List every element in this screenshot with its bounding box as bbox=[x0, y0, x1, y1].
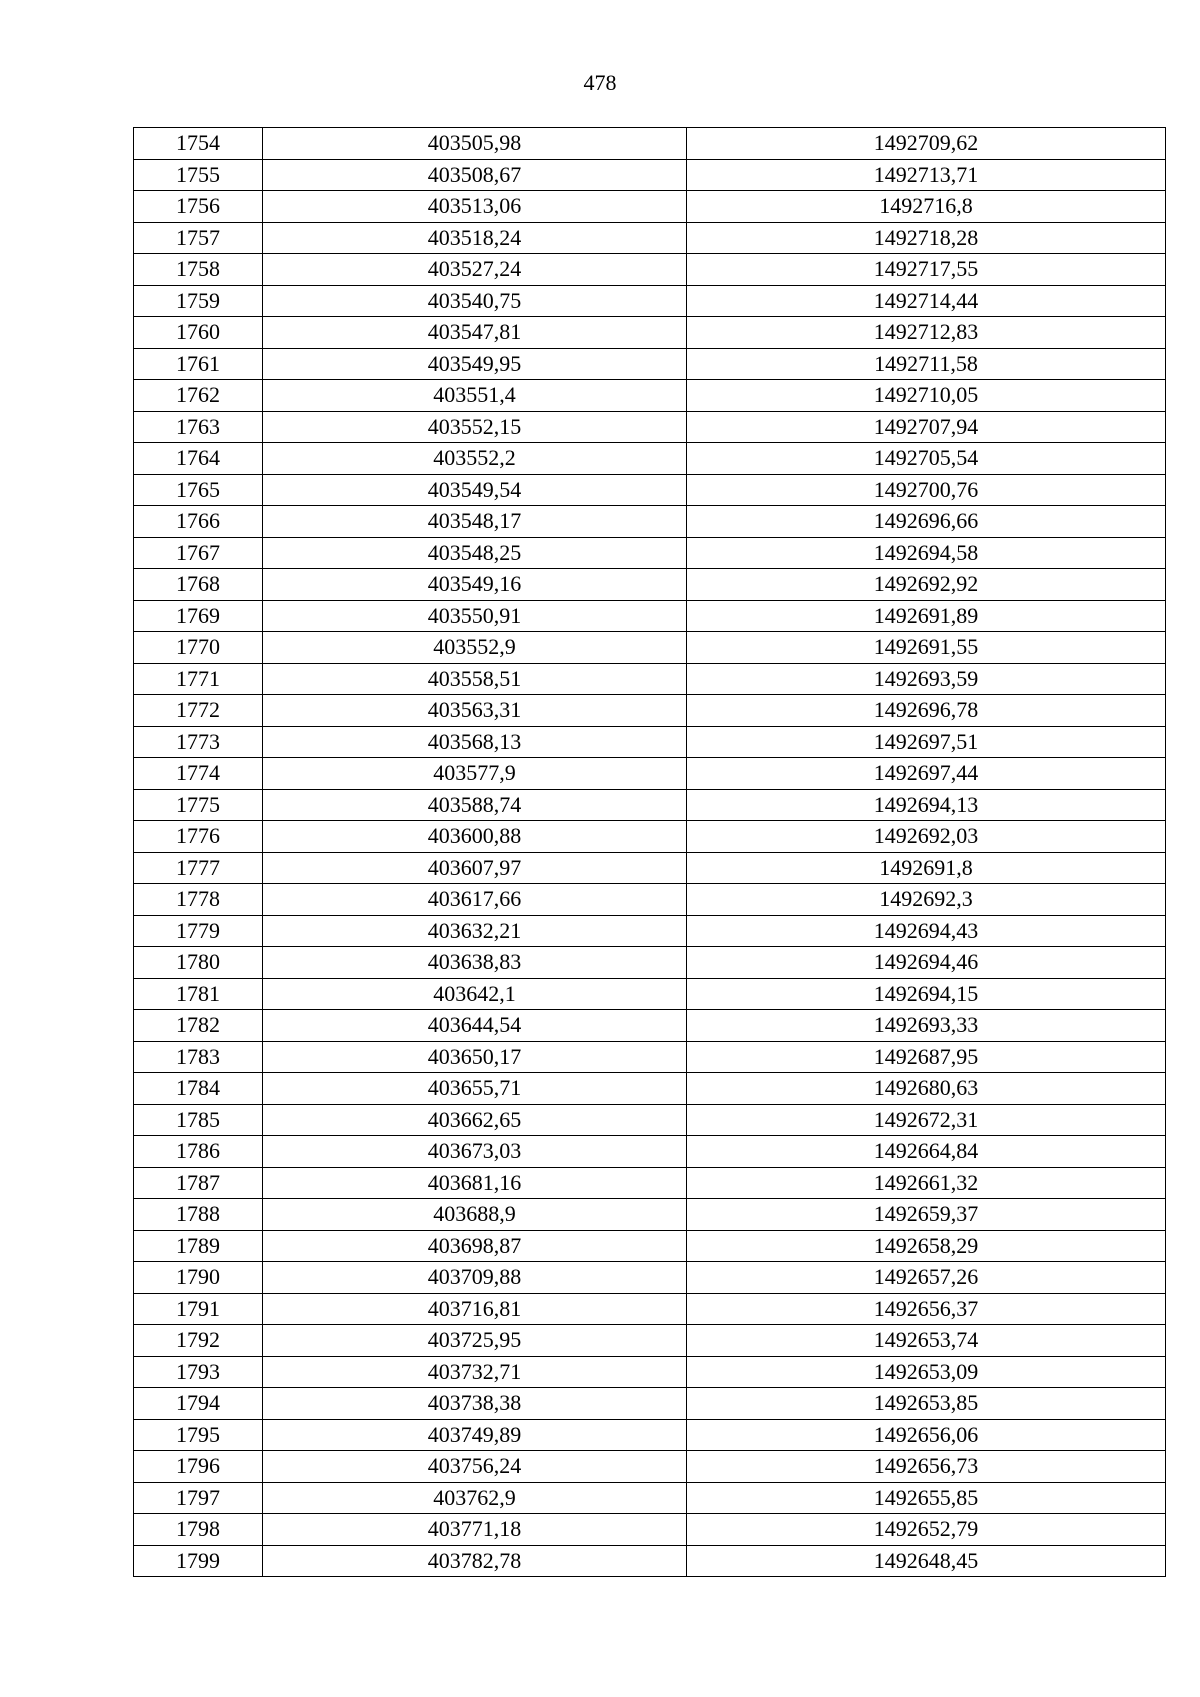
point-number-cell: 1771 bbox=[134, 663, 263, 695]
x-coordinate-cell: 403725,95 bbox=[263, 1325, 687, 1357]
y-coordinate-cell: 1492697,44 bbox=[687, 758, 1166, 790]
y-coordinate-cell: 1492693,33 bbox=[687, 1010, 1166, 1042]
x-coordinate-cell: 403673,03 bbox=[263, 1136, 687, 1168]
point-number-cell: 1782 bbox=[134, 1010, 263, 1042]
table-row bbox=[134, 1199, 1166, 1231]
y-coordinate-cell: 1492692,03 bbox=[687, 821, 1166, 853]
table-row bbox=[134, 1167, 1166, 1199]
x-coordinate-cell: 403600,88 bbox=[263, 821, 687, 853]
x-coordinate-cell: 403644,54 bbox=[263, 1010, 687, 1042]
x-coordinate-cell: 403588,74 bbox=[263, 789, 687, 821]
table-row bbox=[134, 1356, 1166, 1388]
table-row bbox=[134, 317, 1166, 349]
table-row bbox=[134, 348, 1166, 380]
table-row bbox=[134, 1419, 1166, 1451]
point-number-cell: 1760 bbox=[134, 317, 263, 349]
point-number-cell: 1791 bbox=[134, 1293, 263, 1325]
x-coordinate-cell: 403762,9 bbox=[263, 1482, 687, 1514]
x-coordinate-cell: 403552,15 bbox=[263, 411, 687, 443]
point-number-cell: 1789 bbox=[134, 1230, 263, 1262]
y-coordinate-cell: 1492717,55 bbox=[687, 254, 1166, 286]
x-coordinate-cell: 403577,9 bbox=[263, 758, 687, 790]
point-number-cell: 1772 bbox=[134, 695, 263, 727]
table-row bbox=[134, 1073, 1166, 1105]
table-row bbox=[134, 1262, 1166, 1294]
x-coordinate-cell: 403548,25 bbox=[263, 537, 687, 569]
y-coordinate-cell: 1492653,74 bbox=[687, 1325, 1166, 1357]
table-row bbox=[134, 1482, 1166, 1514]
y-coordinate-cell: 1492653,85 bbox=[687, 1388, 1166, 1420]
point-number-cell: 1784 bbox=[134, 1073, 263, 1105]
point-number-cell: 1759 bbox=[134, 285, 263, 317]
y-coordinate-cell: 1492656,73 bbox=[687, 1451, 1166, 1483]
point-number-cell: 1797 bbox=[134, 1482, 263, 1514]
table-row bbox=[134, 884, 1166, 916]
y-coordinate-cell: 1492694,43 bbox=[687, 915, 1166, 947]
point-number-cell: 1763 bbox=[134, 411, 263, 443]
table-row bbox=[134, 821, 1166, 853]
x-coordinate-cell: 403782,78 bbox=[263, 1545, 687, 1577]
x-coordinate-cell: 403650,17 bbox=[263, 1041, 687, 1073]
point-number-cell: 1757 bbox=[134, 222, 263, 254]
point-number-cell: 1788 bbox=[134, 1199, 263, 1231]
y-coordinate-cell: 1492648,45 bbox=[687, 1545, 1166, 1577]
y-coordinate-cell: 1492652,79 bbox=[687, 1514, 1166, 1546]
table-row bbox=[134, 285, 1166, 317]
point-number-cell: 1761 bbox=[134, 348, 263, 380]
table-row bbox=[134, 1451, 1166, 1483]
y-coordinate-cell: 1492694,58 bbox=[687, 537, 1166, 569]
y-coordinate-cell: 1492680,63 bbox=[687, 1073, 1166, 1105]
table-row bbox=[134, 947, 1166, 979]
y-coordinate-cell: 1492653,09 bbox=[687, 1356, 1166, 1388]
x-coordinate-cell: 403738,38 bbox=[263, 1388, 687, 1420]
x-coordinate-cell: 403688,9 bbox=[263, 1199, 687, 1231]
table-row bbox=[134, 1136, 1166, 1168]
table-row bbox=[134, 506, 1166, 538]
y-coordinate-cell: 1492657,26 bbox=[687, 1262, 1166, 1294]
point-number-cell: 1783 bbox=[134, 1041, 263, 1073]
point-number-cell: 1756 bbox=[134, 191, 263, 223]
x-coordinate-cell: 403749,89 bbox=[263, 1419, 687, 1451]
x-coordinate-cell: 403552,2 bbox=[263, 443, 687, 475]
table-row bbox=[134, 1230, 1166, 1262]
x-coordinate-cell: 403552,9 bbox=[263, 632, 687, 664]
table-row bbox=[134, 1514, 1166, 1546]
table-row bbox=[134, 632, 1166, 664]
y-coordinate-cell: 1492691,89 bbox=[687, 600, 1166, 632]
point-number-cell: 1764 bbox=[134, 443, 263, 475]
y-coordinate-cell: 1492710,05 bbox=[687, 380, 1166, 412]
point-number-cell: 1799 bbox=[134, 1545, 263, 1577]
y-coordinate-cell: 1492696,78 bbox=[687, 695, 1166, 727]
y-coordinate-cell: 1492692,92 bbox=[687, 569, 1166, 601]
table-row bbox=[134, 380, 1166, 412]
point-number-cell: 1794 bbox=[134, 1388, 263, 1420]
table-row bbox=[134, 222, 1166, 254]
x-coordinate-cell: 403662,65 bbox=[263, 1104, 687, 1136]
table-row bbox=[134, 1325, 1166, 1357]
x-coordinate-cell: 403607,97 bbox=[263, 852, 687, 884]
table-row bbox=[134, 254, 1166, 286]
x-coordinate-cell: 403756,24 bbox=[263, 1451, 687, 1483]
y-coordinate-cell: 1492694,13 bbox=[687, 789, 1166, 821]
table-row bbox=[134, 600, 1166, 632]
x-coordinate-cell: 403563,31 bbox=[263, 695, 687, 727]
point-number-cell: 1798 bbox=[134, 1514, 263, 1546]
point-number-cell: 1754 bbox=[134, 128, 263, 160]
table-row bbox=[134, 1545, 1166, 1577]
point-number-cell: 1787 bbox=[134, 1167, 263, 1199]
table-row bbox=[134, 789, 1166, 821]
y-coordinate-cell: 1492693,59 bbox=[687, 663, 1166, 695]
table-row bbox=[134, 978, 1166, 1010]
point-number-cell: 1793 bbox=[134, 1356, 263, 1388]
y-coordinate-cell: 1492718,28 bbox=[687, 222, 1166, 254]
point-number-cell: 1775 bbox=[134, 789, 263, 821]
page-number: 478 bbox=[583, 70, 617, 95]
point-number-cell: 1786 bbox=[134, 1136, 263, 1168]
y-coordinate-cell: 1492692,3 bbox=[687, 884, 1166, 916]
y-coordinate-cell: 1492691,55 bbox=[687, 632, 1166, 664]
x-coordinate-cell: 403549,16 bbox=[263, 569, 687, 601]
table-row bbox=[134, 411, 1166, 443]
table-row bbox=[134, 1041, 1166, 1073]
table-row bbox=[134, 726, 1166, 758]
x-coordinate-cell: 403716,81 bbox=[263, 1293, 687, 1325]
point-number-cell: 1770 bbox=[134, 632, 263, 664]
table-row bbox=[134, 128, 1166, 160]
point-number-cell: 1768 bbox=[134, 569, 263, 601]
y-coordinate-cell: 1492661,32 bbox=[687, 1167, 1166, 1199]
table-row bbox=[134, 758, 1166, 790]
table-row bbox=[134, 1010, 1166, 1042]
table-row bbox=[134, 1388, 1166, 1420]
coordinates-table-body bbox=[134, 128, 1166, 1577]
y-coordinate-cell: 1492712,83 bbox=[687, 317, 1166, 349]
table-row bbox=[134, 159, 1166, 191]
y-coordinate-cell: 1492656,37 bbox=[687, 1293, 1166, 1325]
x-coordinate-cell: 403508,67 bbox=[263, 159, 687, 191]
table-row bbox=[134, 191, 1166, 223]
y-coordinate-cell: 1492658,29 bbox=[687, 1230, 1166, 1262]
x-coordinate-cell: 403638,83 bbox=[263, 947, 687, 979]
x-coordinate-cell: 403513,06 bbox=[263, 191, 687, 223]
point-number-cell: 1785 bbox=[134, 1104, 263, 1136]
x-coordinate-cell: 403642,1 bbox=[263, 978, 687, 1010]
point-number-cell: 1773 bbox=[134, 726, 263, 758]
point-number-cell: 1765 bbox=[134, 474, 263, 506]
table-row bbox=[134, 852, 1166, 884]
x-coordinate-cell: 403551,4 bbox=[263, 380, 687, 412]
y-coordinate-cell: 1492656,06 bbox=[687, 1419, 1166, 1451]
y-coordinate-cell: 1492691,8 bbox=[687, 852, 1166, 884]
x-coordinate-cell: 403632,21 bbox=[263, 915, 687, 947]
x-coordinate-cell: 403655,71 bbox=[263, 1073, 687, 1105]
x-coordinate-cell: 403568,13 bbox=[263, 726, 687, 758]
y-coordinate-cell: 1492694,15 bbox=[687, 978, 1166, 1010]
table-row bbox=[134, 663, 1166, 695]
x-coordinate-cell: 403550,91 bbox=[263, 600, 687, 632]
x-coordinate-cell: 403527,24 bbox=[263, 254, 687, 286]
y-coordinate-cell: 1492655,85 bbox=[687, 1482, 1166, 1514]
x-coordinate-cell: 403698,87 bbox=[263, 1230, 687, 1262]
y-coordinate-cell: 1492700,76 bbox=[687, 474, 1166, 506]
table-row bbox=[134, 915, 1166, 947]
y-coordinate-cell: 1492694,46 bbox=[687, 947, 1166, 979]
x-coordinate-cell: 403547,81 bbox=[263, 317, 687, 349]
y-coordinate-cell: 1492716,8 bbox=[687, 191, 1166, 223]
point-number-cell: 1767 bbox=[134, 537, 263, 569]
table-row bbox=[134, 537, 1166, 569]
table-row bbox=[134, 1104, 1166, 1136]
table-row bbox=[134, 569, 1166, 601]
point-number-cell: 1755 bbox=[134, 159, 263, 191]
point-number-cell: 1762 bbox=[134, 380, 263, 412]
y-coordinate-cell: 1492705,54 bbox=[687, 443, 1166, 475]
point-number-cell: 1778 bbox=[134, 884, 263, 916]
y-coordinate-cell: 1492711,58 bbox=[687, 348, 1166, 380]
point-number-cell: 1796 bbox=[134, 1451, 263, 1483]
table-row bbox=[134, 443, 1166, 475]
x-coordinate-cell: 403549,54 bbox=[263, 474, 687, 506]
point-number-cell: 1777 bbox=[134, 852, 263, 884]
y-coordinate-cell: 1492713,71 bbox=[687, 159, 1166, 191]
point-number-cell: 1758 bbox=[134, 254, 263, 286]
table-row bbox=[134, 1293, 1166, 1325]
point-number-cell: 1781 bbox=[134, 978, 263, 1010]
x-coordinate-cell: 403549,95 bbox=[263, 348, 687, 380]
point-number-cell: 1790 bbox=[134, 1262, 263, 1294]
x-coordinate-cell: 403681,16 bbox=[263, 1167, 687, 1199]
y-coordinate-cell: 1492687,95 bbox=[687, 1041, 1166, 1073]
table-row bbox=[134, 474, 1166, 506]
x-coordinate-cell: 403709,88 bbox=[263, 1262, 687, 1294]
y-coordinate-cell: 1492659,37 bbox=[687, 1199, 1166, 1231]
x-coordinate-cell: 403548,17 bbox=[263, 506, 687, 538]
point-number-cell: 1795 bbox=[134, 1419, 263, 1451]
x-coordinate-cell: 403732,71 bbox=[263, 1356, 687, 1388]
x-coordinate-cell: 403558,51 bbox=[263, 663, 687, 695]
point-number-cell: 1780 bbox=[134, 947, 263, 979]
point-number-cell: 1774 bbox=[134, 758, 263, 790]
table-row bbox=[134, 695, 1166, 727]
x-coordinate-cell: 403771,18 bbox=[263, 1514, 687, 1546]
point-number-cell: 1766 bbox=[134, 506, 263, 538]
point-number-cell: 1779 bbox=[134, 915, 263, 947]
x-coordinate-cell: 403505,98 bbox=[263, 128, 687, 160]
y-coordinate-cell: 1492696,66 bbox=[687, 506, 1166, 538]
x-coordinate-cell: 403518,24 bbox=[263, 222, 687, 254]
y-coordinate-cell: 1492672,31 bbox=[687, 1104, 1166, 1136]
coordinates-table bbox=[133, 127, 1166, 1577]
y-coordinate-cell: 1492664,84 bbox=[687, 1136, 1166, 1168]
y-coordinate-cell: 1492707,94 bbox=[687, 411, 1166, 443]
x-coordinate-cell: 403540,75 bbox=[263, 285, 687, 317]
point-number-cell: 1769 bbox=[134, 600, 263, 632]
point-number-cell: 1776 bbox=[134, 821, 263, 853]
point-number-cell: 1792 bbox=[134, 1325, 263, 1357]
y-coordinate-cell: 1492709,62 bbox=[687, 128, 1166, 160]
y-coordinate-cell: 1492697,51 bbox=[687, 726, 1166, 758]
y-coordinate-cell: 1492714,44 bbox=[687, 285, 1166, 317]
x-coordinate-cell: 403617,66 bbox=[263, 884, 687, 916]
